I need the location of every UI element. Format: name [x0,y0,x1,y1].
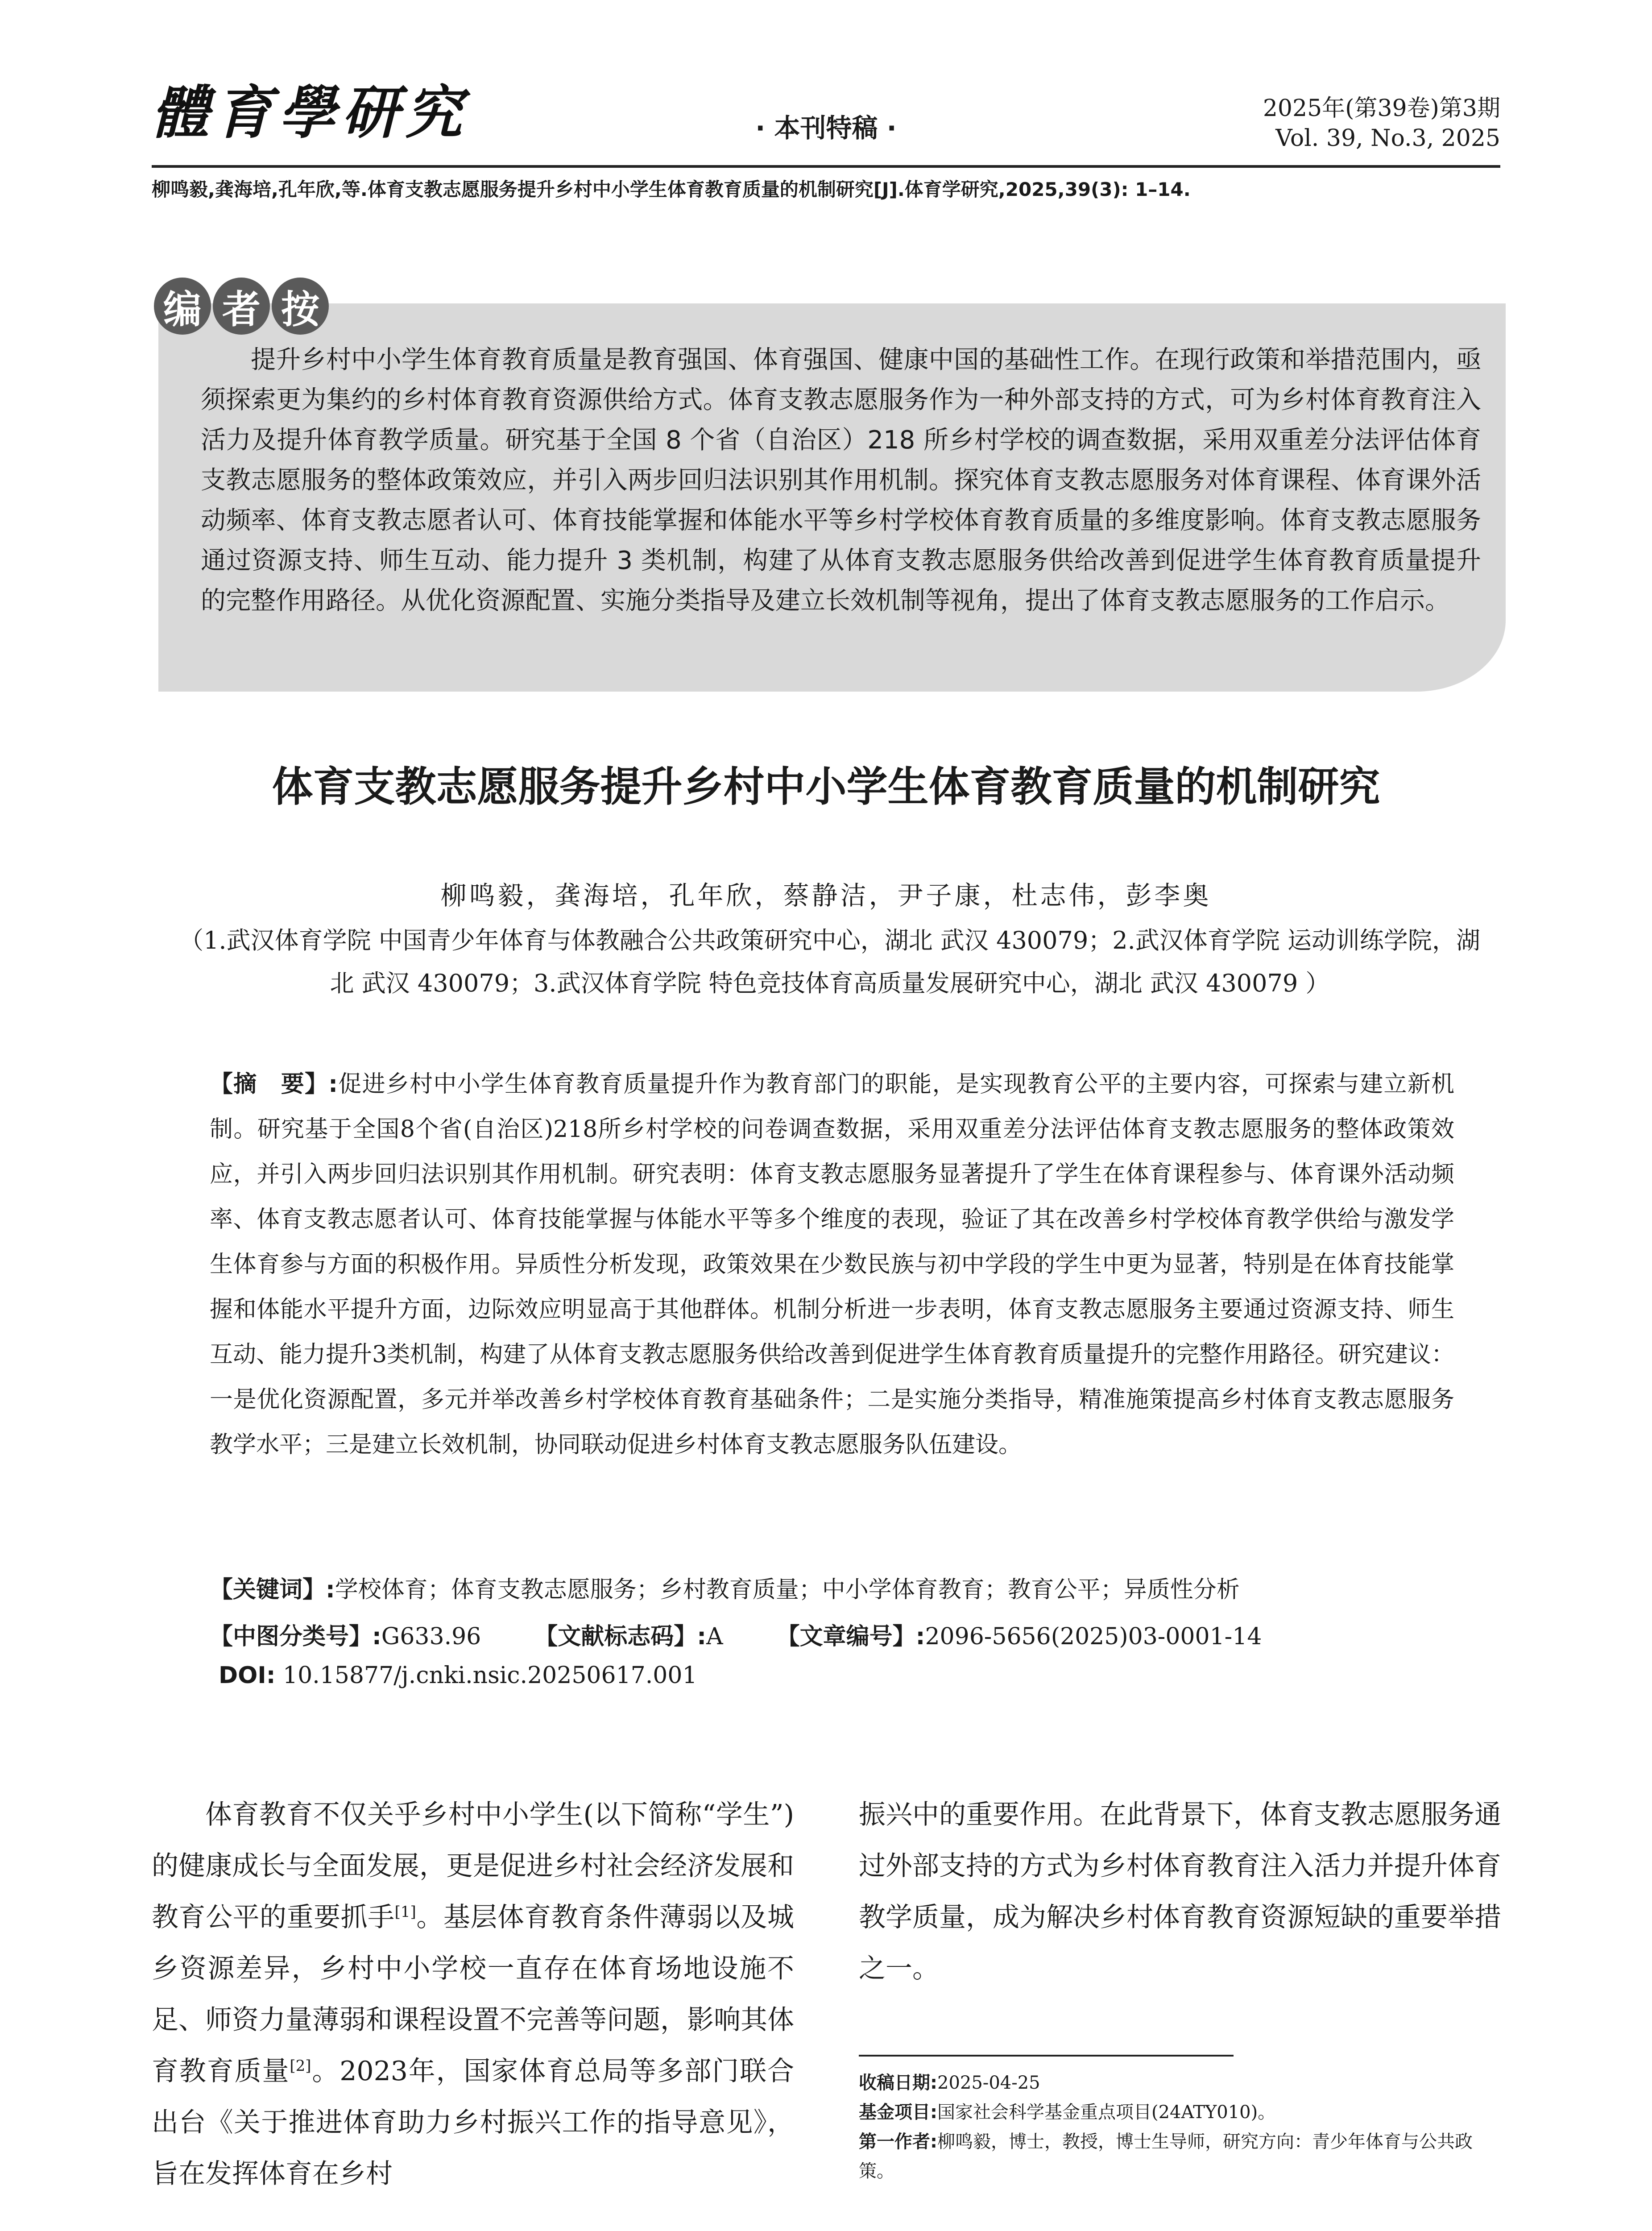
body-column-left: 体育教育不仅关乎乡村中小学生(以下简称“学生”)的健康成长与全面发展，更是促进乡村社会经济发展和教育公平的重要抓手[1]。基层体育教育条件薄弱以及城乡资源差异，乡村中小学校一直存在体育场地设施不足、师资力量薄弱和课程设置不完善等问题，影响其体育教育质量[2]。2023年，国家体育总局等多部门联合出台《关于推进体育助力乡村振兴工作的指导意见》，旨在发挥体育在乡村 [152,1799,795,2190]
column-tag: · 本刊特稿 · [755,113,897,143]
footnotes [859,2068,1501,2186]
reference-2[interactable]: [2] [290,2057,311,2075]
badge-char: 者 [213,278,270,335]
citation-line: 柳鸣毅,龚海培,孔年欣,等.体育支教志愿服务提升乡村中小学生体育教育质量的机制研究[J].体育学研究,2025,39(3): 1–14. [152,178,1191,200]
header-rule [152,165,1500,168]
received-date: 收稿日期:2025-04-25 [859,2073,1040,2093]
issue-info-cn: 2025年(第39卷)第3期 [1263,95,1500,122]
document-code: 【文献标志码】:A [534,1623,723,1650]
doi [219,1662,1463,1689]
author-list: 柳鸣毅，龚海培，孔年欣，蔡静洁，尹子康，杜志伟，彭李奥 [440,880,1212,911]
keywords-label: 【关键词】: [210,1576,335,1603]
journal-logo: 體育學研究 [152,79,469,146]
body-column-right: 振兴中的重要作用。在此背景下，体育支教志愿服务通过外部支持的方式为乡村体育教育注入活力并提升体育教学质量，成为解决乡村体育教育资源短缺的重要举措之一。 [859,1799,1501,1984]
fund-project: 基金项目:国家社会科学基金重点项目(24ATY010)。 [859,2102,1276,2123]
clc-number: 【中图分类号】:G633.96 [210,1623,481,1650]
badge-char: 按 [272,278,329,335]
footnote-rule [859,2055,1234,2057]
doi-value: 10.15877/j.cnki.nsic.20250617.001 [283,1662,697,1689]
issue-info-en: Vol. 39, No.3, 2025 [1275,125,1500,152]
editor-note-badge [154,278,329,336]
classification-line [210,1617,1454,1651]
first-author: 第一作者:柳鸣毅，博士，教授，博士生导师，研究方向：青少年体育与公共政策。 [859,2131,1473,2181]
abstract-text: 促进乡村中小学生体育教育质量提升作为教育部门的职能，是实现教育公平的主要内容，可探索与建立新机制。研究基于全国8个省(自治区)218所乡村学校的问卷调查数据，采用双重差分法评估体育支教志愿服务的整体政策效应，并引入两步回归法识别其作用机制。研究表明：体育支教志愿服务显著提升了学生在体育课程参与、体育课外活动频率、体育支教志愿者认可、体育技能掌握与体能水平等多个维度的表现，验证了其在改善乡村学校体育教学供给与激发学生体育参与方面的积极作用。异质性分析发现，政策效果在少数民族与初中学段的学生中更为显著，特别是在体育技能掌握和体能水平提升方面，边际效应明显高于其他群体。机制分析进一步表明，体育支教志愿服务主要通过资源支持、师生互动、能力提升3类机制，构建了从体育支教志愿服务供给改善到促进学生体育教育质量提升的完整作用路径。研究建议：一是优化资源配置，多元并举改善乡村学校体育教育基础条件；二是实施分类指导，精准施策提高乡村体育支教志愿服务教学水平；三是建立长效机制，协同联动促进乡村体育支教志愿服务队伍建设。 [210,1071,1454,1458]
keywords-text: 学校体育；体育支教志愿服务；乡村教育质量；中小学体育教育；教育公平；异质性分析 [335,1576,1240,1603]
keywords [210,1571,1454,1604]
abstract [210,1062,1454,1468]
abstract-label: 【摘 要】: [210,1071,338,1098]
affiliations: （1.武汉体育学院 中国青少年体育与体教融合公共政策研究中心，湖北 武汉 430079；2.武汉体育学院 运动训练学院，湖北 武汉 430079；3.武汉体育学院 特色竞技体育高质量发展研究中心，湖北 武汉 430079 ） [179,926,1480,997]
paper-title: 体育支教志愿服务提升乡村中小学生体育教育质量的机制研究 [272,763,1380,811]
doi-label: DOI: [219,1662,276,1689]
article-number: 【文章编号】:2096-5656(2025)03-0001-14 [776,1623,1262,1650]
reference-1[interactable]: [1] [394,1903,416,1921]
badge-char: 编 [154,278,211,335]
editor-note-text: 提升乡村中小学生体育教育质量是教育强国、体育强国、健康中国的基础性工作。在现行政策和举措范围内，亟须探索更为集约的乡村体育教育资源供给方式。体育支教志愿服务作为一种外部支持的方式，可为乡村体育教育注入活力及提升体育教学质量。研究基于全国 8 个省（自治区）218 所乡村学校的调查数据，采用双重差分法评估体育支教志愿服务的整体政策效应，并引入两步回归法识别其作用机制。探究体育支教志愿服务对体育课程、体育课外活动频率、体育支教志愿者认可、体育技能掌握和体能水平等乡村学校体育教育质量的多维度影响。体育支教志愿服务通过资源支持、师生互动、能力提升 3 类机制，构建了从体育支教志愿服务供给改善到促进学生体育教育质量提升的完整作用路径。从优化资源配置、实施分类指导及建立长效机制等视角，提出了体育支教志愿服务的工作启示。 [201,345,1481,615]
